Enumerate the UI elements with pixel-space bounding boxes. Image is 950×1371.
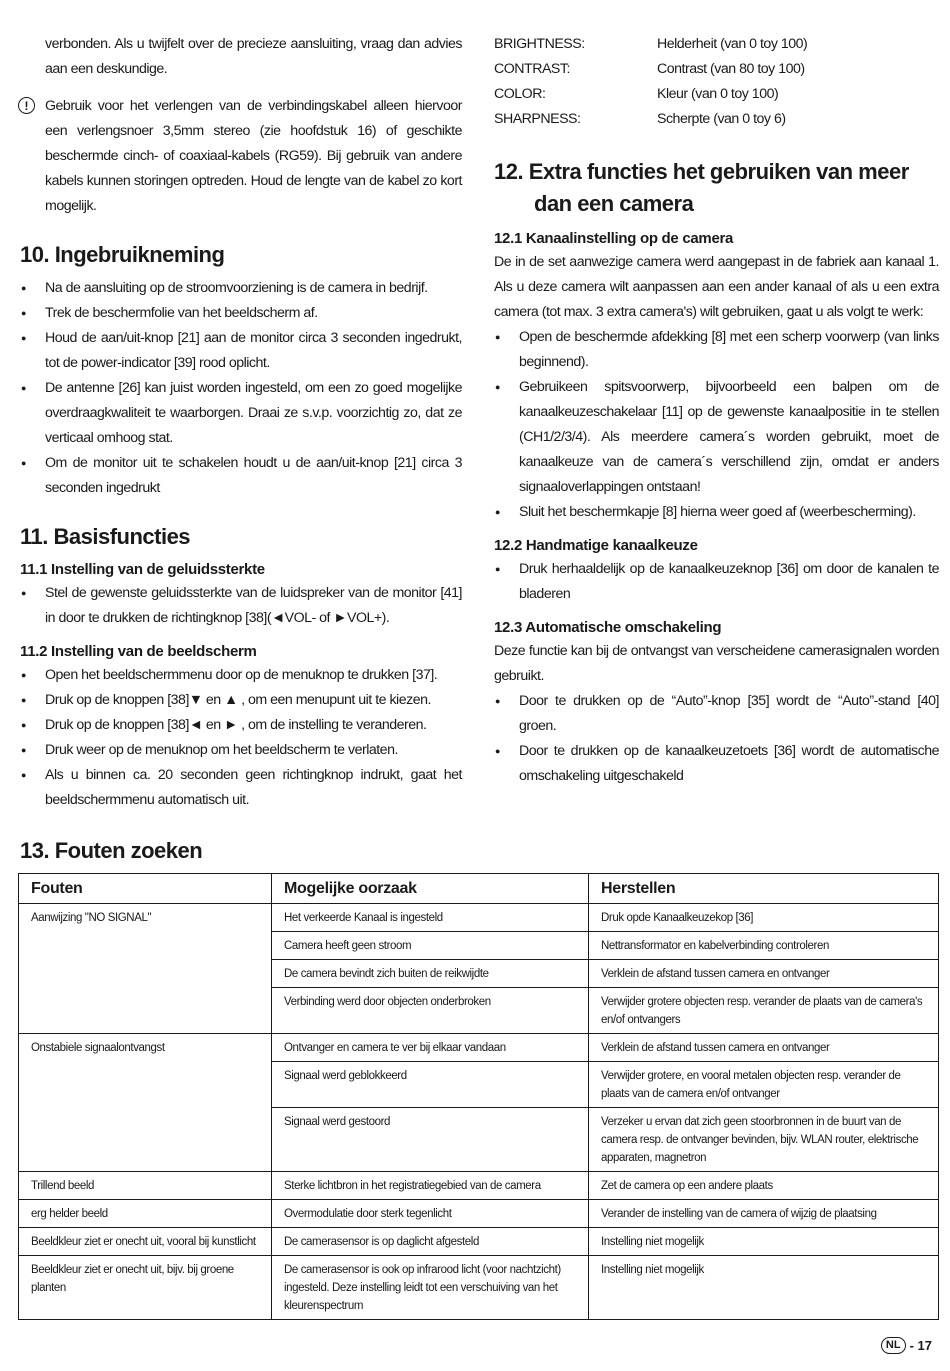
fault-cell: Beeldkleur ziet er onecht uit, bijv. bij groene planten	[19, 1256, 272, 1320]
table-row	[19, 1200, 939, 1228]
list-item: ● Om de monitor uit te schakelen houdt u de aan/uit-knop [21] circa 3 seconden ingedrukt	[20, 451, 462, 501]
spec-value: Kleur (van 0 toy 100)	[657, 86, 779, 102]
spec-key: COLOR:	[494, 86, 546, 102]
section-11-2-title: 11.2 Instelling van de beeldscherm	[20, 643, 257, 660]
table-row	[19, 1256, 939, 1320]
remedy-cell: Verklein de afstand tussen camera en ontvanger	[589, 960, 939, 988]
section-11-1-list	[20, 581, 462, 631]
spec-key: SHARPNESS:	[494, 111, 581, 127]
spec-row	[494, 57, 939, 82]
remedy-cell: Verwijder grotere, en vooral metalen objecten resp. verander de plaats van de camera en/of ontvanger	[589, 1062, 939, 1108]
cause-cell: Sterke lichtbron in het registratiegebied van de camera	[272, 1172, 589, 1200]
header-cause: Mogelijke oorzaak	[272, 874, 589, 904]
list-item: ● De antenne [26] kan juist worden ingesteld, om een zo goed mogelijke overdraagkwaliteit te waarborgen. Draai ze s.v.p. voorzichtig zo, dat ze verticaal omhoog stat.	[20, 376, 462, 451]
fault-cell: Onstabiele signaalontvangst	[19, 1034, 272, 1172]
left-column	[20, 32, 462, 813]
list-item: ● Gebruikeen spitsvoorwerp, bijvoorbeeld een balpen om de kanaalkeuzeschakelaar [11] op de gewenste kanaalpositie in te stellen (CH1/2/3/4). Als meerdere camera´s worden gebruikt, moet de kanaalkeuze van de camera´s verschillend zijn, omdat er anders signaaloverlappingen ontstaan!	[494, 375, 939, 500]
remedy-cell: Verander de instelling van de camera of wijzig de plaatsing	[589, 1200, 939, 1228]
warning-text: Gebruik voor het verlengen van de verbindingskabel alleen hiervoor een verlengsnoer 3,5mm stereo (zie hoofdstuk 16) of geschikte beschermde cinch- of coaxiaal-kabels (RG59). Bij gebruik van andere kabels kunnen storingen optreden. Houd de lengte van de kabel zo kort mogelijk.	[45, 98, 462, 214]
list-item: ● Na de aansluiting op de stroomvoorziening is de camera in bedrijf.	[20, 276, 462, 301]
exclamation-circle-icon: !	[18, 97, 35, 114]
cause-cell: Overmodulatie door sterk tegenlicht	[272, 1200, 589, 1228]
spec-row	[494, 32, 939, 57]
table-row	[19, 1228, 939, 1256]
remedy-cell: Verwijder grotere objecten resp. verander de plaats van de camera's en/of ontvangers	[589, 988, 939, 1034]
cause-cell: Het verkeerde Kanaal is ingesteld	[272, 904, 589, 932]
list-item: ● Door te drukken op de “Auto”-knop [35] wordt de “Auto”-stand [40] groen.	[494, 689, 939, 739]
remedy-cell: Instelling niet mogelijk	[589, 1228, 939, 1256]
cause-cell: Camera heeft geen stroom	[272, 932, 589, 960]
spec-key: CONTRAST:	[494, 61, 570, 77]
remedy-cell: Zet de camera op een andere plaats	[589, 1172, 939, 1200]
spec-key: BRIGHTNESS:	[494, 36, 585, 52]
list-item: ● Druk herhaaldelijk op de kanaalkeuzeknop [36] om door de kanalen te bladeren	[494, 557, 939, 607]
fault-cell: Aanwijzing "NO SIGNAL"	[19, 904, 272, 1034]
section-12-title: 12. Extra functies het gebruiken van meer dan een camera	[494, 159, 909, 216]
list-item: ● Druk op de knoppen [38]▼ en ▲ , om een menupunt uit te kiezen.	[20, 688, 462, 713]
list-item: ● Trek de beschermfolie van het beeldscherm af.	[20, 301, 462, 326]
section-13-title: 13. Fouten zoeken	[20, 838, 203, 863]
header-faults: Fouten	[19, 874, 272, 904]
remedy-cell: Verzeker u ervan dat zich geen stoorbronnen in de buurt van de camera resp. de ontvanger bevinden, bijv. WLAN router, elektrische apparaten, magnetron	[589, 1108, 939, 1172]
cause-cell: Signaal werd geblokkeerd	[272, 1062, 589, 1108]
remedy-cell: Druk opde Kanaalkeuzekop [36]	[589, 904, 939, 932]
cause-cell: De camerasensor is op daglicht afgesteld	[272, 1228, 589, 1256]
list-item: ● Stel de gewenste geluidssterkte van de luidspreker van de monitor [41] in door te drukken de richtingknop [38](◄VOL- of ►VOL+).	[20, 581, 462, 631]
section-12-1-list	[494, 325, 939, 525]
table-row	[19, 1034, 939, 1062]
section-12-2-list	[494, 557, 939, 607]
spec-value: Contrast (van 80 toy 100)	[657, 61, 805, 77]
section-12-3-list	[494, 689, 939, 789]
fault-cell: Trillend beeld	[19, 1172, 272, 1200]
list-item: ● Sluit het beschermkapje [8] hierna weer goed af (weerbescherming).	[494, 500, 939, 525]
remedy-cell: Nettransformator en kabelverbinding controleren	[589, 932, 939, 960]
section-12-3-title: 12.3 Automatische omschakeling	[494, 619, 722, 636]
language-badge: NL	[881, 1337, 906, 1354]
intro-text: verbonden. Als u twijfelt over de precieze aansluiting, vraag dan advies aan een deskundige.	[45, 36, 462, 77]
page-number	[881, 1337, 932, 1354]
table-row	[19, 904, 939, 932]
spec-value: Helderheit (van 0 toy 100)	[657, 36, 808, 52]
list-item: ● Houd de aan/uit-knop [21] aan de monitor circa 3 seconden ingedrukt, tot de power-indicator [39] rood oplicht.	[20, 326, 462, 376]
fault-cell: Beeldkleur ziet er onecht uit, vooral bij kunstlicht	[19, 1228, 272, 1256]
section-10-list	[20, 276, 462, 501]
section-12-2-title: 12.2 Handmatige kanaalkeuze	[494, 537, 698, 554]
cause-cell: De camerasensor is ook op infrarood licht (voor nachtzicht) ingesteld. Deze instelling leidt tot een verschuiving van het kleurenspectrum	[272, 1256, 589, 1320]
cause-cell: Ontvanger en camera te ver bij elkaar vandaan	[272, 1034, 589, 1062]
section-10-title: 10. Ingebruikneming	[20, 242, 225, 267]
cause-cell: Verbinding werd door objecten onderbroken	[272, 988, 589, 1034]
list-item: ● Druk op de knoppen [38]◄ en ► , om de instelling te veranderen.	[20, 713, 462, 738]
section-11-title: 11. Basisfuncties	[20, 524, 191, 549]
section-12-1-text: De in de set aanwezige camera werd aangepast in de fabriek aan kanaal 1. Als u deze camera wilt aanpassen aan een ander kanaal of als u een extra camera (tot max. 3 extra camera's) wilt gebruiken, gaat u als volgt te werk:	[494, 254, 939, 320]
remedy-cell: Instelling niet mogelijk	[589, 1256, 939, 1320]
list-item: ● Door te drukken op de kanaalkeuzetoets [36] wordt de automatische omschakeling uitgeschakeld	[494, 739, 939, 789]
table-header-row	[19, 874, 939, 904]
spec-row	[494, 82, 939, 107]
list-item: ● Druk weer op de menuknop om het beeldscherm te verlaten.	[20, 738, 462, 763]
section-12-1-title: 12.1 Kanaalinstelling op de camera	[494, 230, 734, 247]
list-item: ● Als u binnen ca. 20 seconden geen richtingknop indrukt, gaat het beeldschermmenu automatisch uit.	[20, 763, 462, 813]
warning-note	[20, 94, 462, 219]
list-item: ● Open de beschermde afdekking [8] met een scherp voorwerp (van links beginnend).	[494, 325, 939, 375]
section-12-3-text: Deze functie kan bij de ontvangst van verscheidene camerasignalen worden gebruikt.	[494, 643, 939, 684]
spec-row	[494, 107, 939, 132]
table-row	[19, 1172, 939, 1200]
fault-cell: erg helder beeld	[19, 1200, 272, 1228]
remedy-cell: Verklein de afstand tussen camera en ontvanger	[589, 1034, 939, 1062]
list-item: ● Open het beeldschermmenu door op de menuknop te drukken [37].	[20, 663, 462, 688]
troubleshooting-table	[18, 873, 939, 1320]
page-number-text: - 17	[909, 1338, 932, 1353]
section-11-1-title: 11.1 Instelling van de geluidssterkte	[20, 561, 265, 578]
cause-cell: De camera bevindt zich buiten de reikwijdte	[272, 960, 589, 988]
section-11-2-list	[20, 663, 462, 813]
cause-cell: Signaal werd gestoord	[272, 1108, 589, 1172]
right-column	[494, 32, 939, 789]
spec-list	[494, 32, 939, 132]
header-remedy: Herstellen	[589, 874, 939, 904]
spec-value: Scherpte (van 0 toy 6)	[657, 111, 786, 127]
